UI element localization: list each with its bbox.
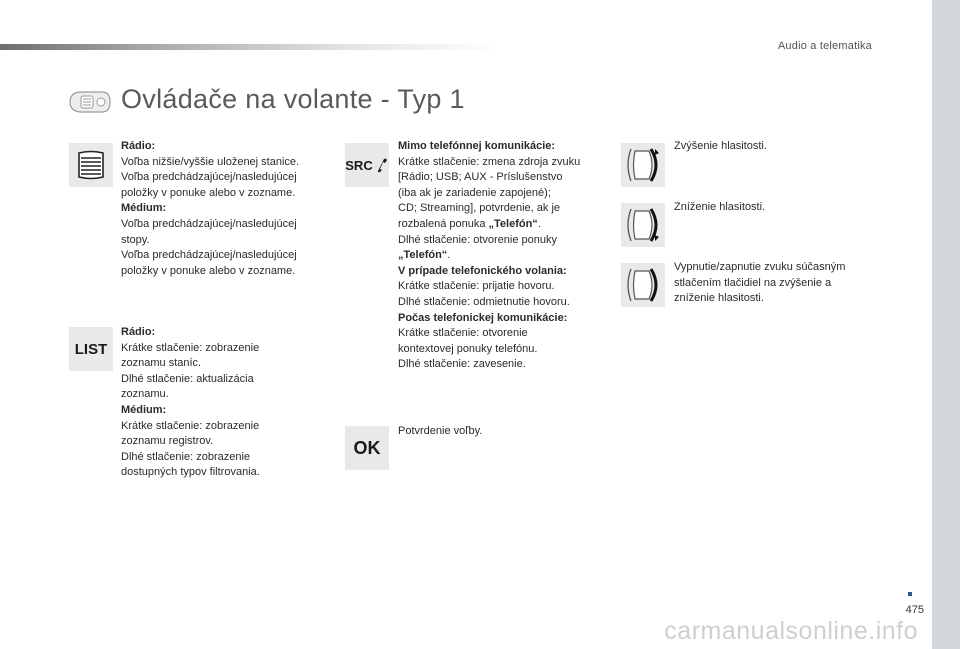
list-key (69, 327, 113, 371)
page-title: Ovládače na volante - Typ 1 (121, 84, 465, 114)
header-gradient-bar (0, 44, 500, 50)
steering-wheel-volume-down-icon (623, 205, 663, 245)
scroll-wheel-key (69, 143, 113, 187)
scroll-wheel-icon (73, 147, 109, 183)
steering-wheel-volume-up-icon (623, 145, 663, 185)
page-side-strip (932, 0, 960, 649)
watermark: carmanualsonline.info (664, 617, 918, 645)
list-key-description: Rádio: Krátke stlačenie: zobrazenie zoznamu staníc. Dlhé stlačenie: aktualizácia zoznamu. Médium: Krátke stlačenie: zobrazenie zoznamu registrov. Dlhé stlačenie: zobrazenie dostupných typov filtrovania. (121, 326, 260, 479)
src-phone-description: Mimo telefónnej komunikácie: Krátke stlačenie: zmena zdroja zvuku [Rádio; USB; AUX - Príslušenstvo (iba ak je zariadenie zapojené); CD; Streaming], potvrdenie, ak je rozbalená ponuka „Telefón“. Dlhé stlačenie: otvorenie ponuky „Telefón“. V prípade telefonického volania: Krátke stlačenie: prijatie hovoru. Dlhé stlačenie: odmietnutie hovoru. Počas telefonickej komunikácie: Krátke stlačenie: otvorenie kontextovej ponuky telefónu. Dlhé stlačenie: zavesenie. (398, 140, 581, 371)
steering-control-icon (68, 89, 112, 115)
ok-key-label: OK (353, 437, 381, 458)
src-phone-key (345, 143, 389, 187)
volume-down-description: Zníženie hlasitosti. (674, 201, 766, 213)
ok-key-description: Potvrdenie voľby. (398, 425, 483, 437)
list-key-label: LIST (74, 340, 108, 358)
section-title: Audio a telematika (777, 40, 872, 52)
volume-down-key (621, 203, 665, 247)
volume-up-description: Zvýšenie hlasitosti. (674, 140, 767, 152)
page-marker-dot (908, 592, 912, 596)
ok-key (345, 426, 389, 470)
phone-icon (375, 157, 389, 173)
src-key-label: SRC (345, 157, 373, 173)
scroll-wheel-description: Rádio: Voľba nižšie/vyššie uloženej stanice. Voľba predchádzajúcej/nasledujúcej položky v ponuke alebo v zozname. Médium: Voľba predchádzajúcej/nasledujúcej stopy. Voľba predchádzajúcej/nasledujúcej položky v ponuke alebo v zozname. (121, 140, 300, 277)
mute-key (621, 263, 665, 307)
mute-description: Vypnutie/zapnutie zvuku súčasným stlačením tlačidiel na zvýšenie a zníženie hlasitosti. (674, 261, 846, 305)
volume-up-key (621, 143, 665, 187)
page-number: 475 (905, 604, 924, 616)
steering-wheel-mute-icon (623, 265, 663, 305)
